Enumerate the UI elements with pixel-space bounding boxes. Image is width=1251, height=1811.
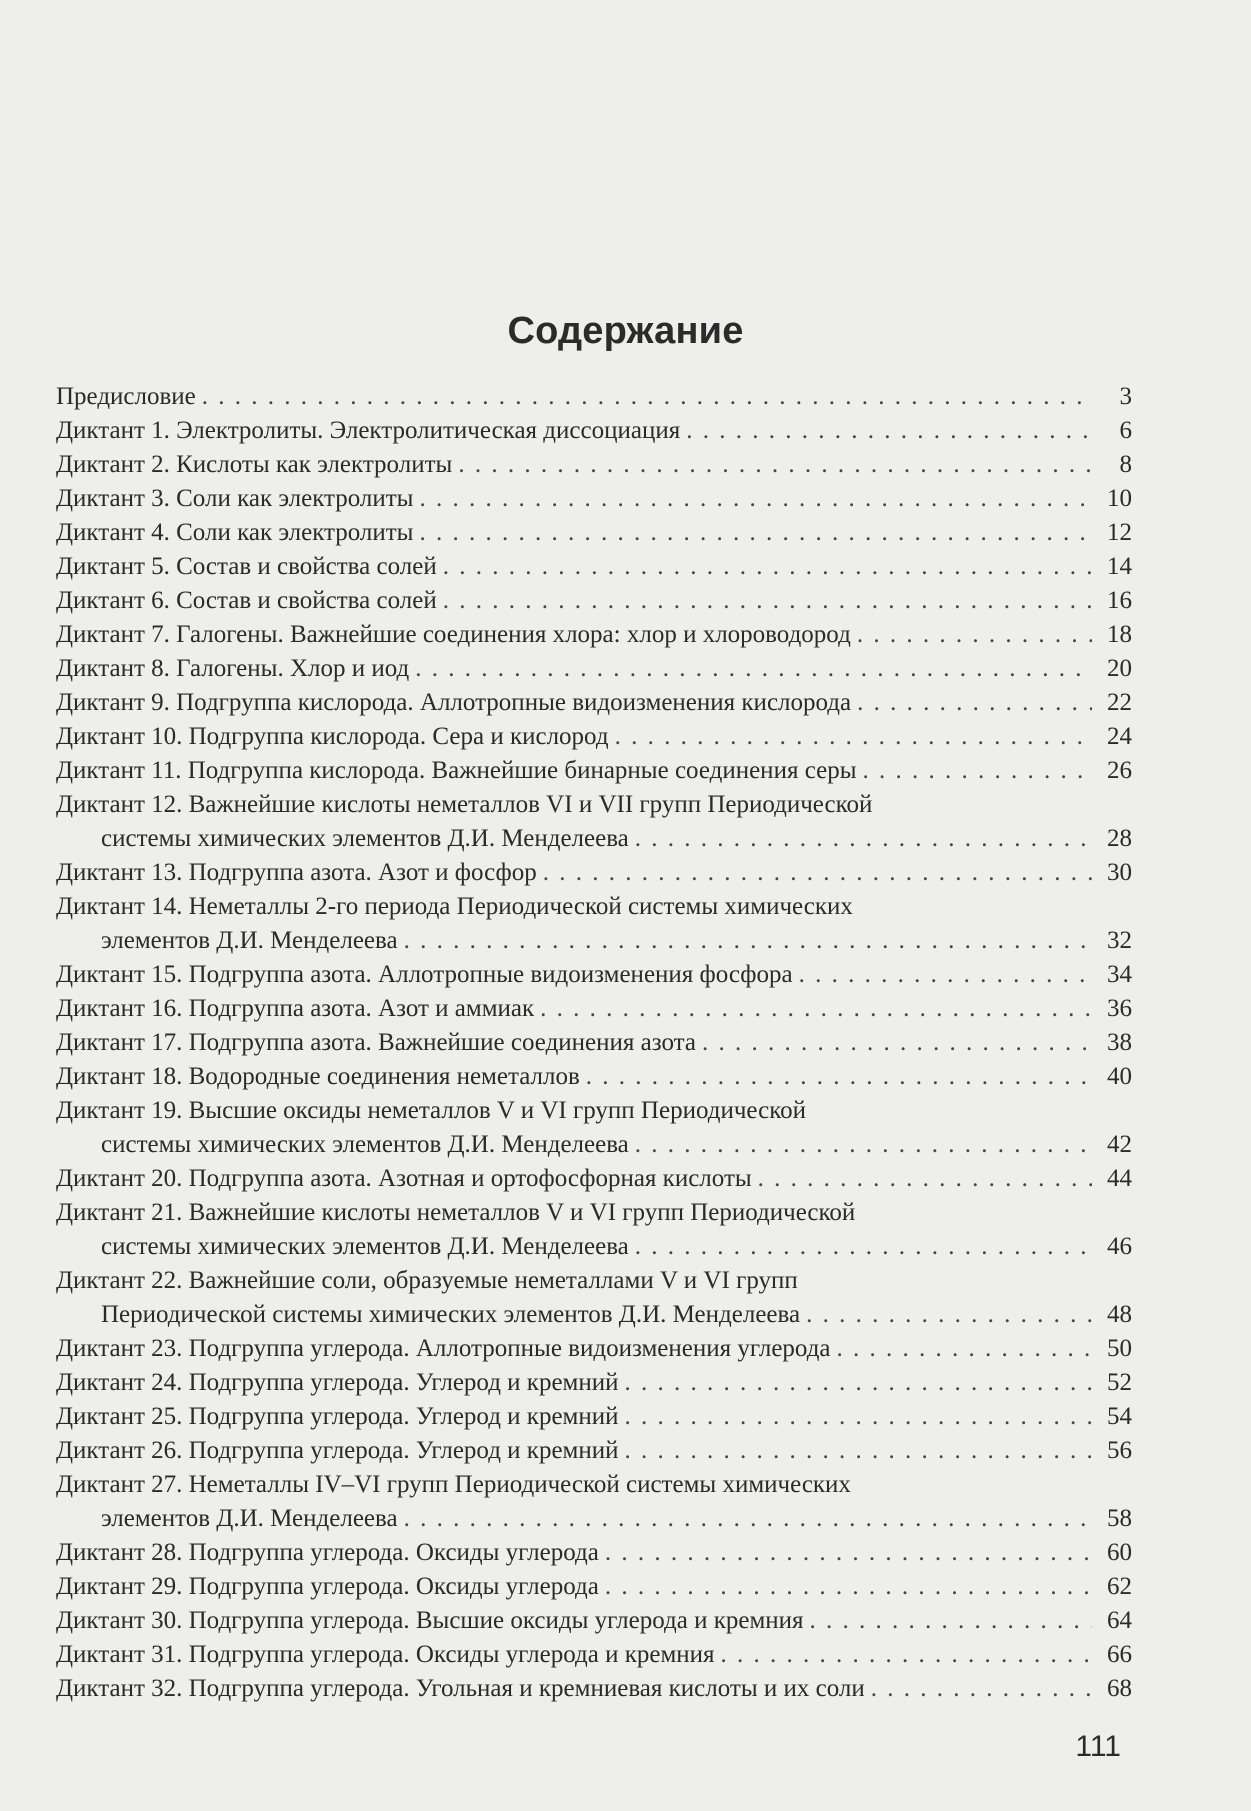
toc-entry-line: [56, 1196, 1132, 1230]
toc-entry: [56, 482, 1132, 516]
toc-entry-line: [56, 584, 1132, 618]
toc-entry: [56, 958, 1132, 992]
dot-leader: [415, 652, 1092, 686]
dot-leader: [702, 1026, 1092, 1060]
toc-entry-page: 28: [1107, 825, 1132, 852]
toc-entry-page: 66: [1107, 1641, 1132, 1668]
toc-entry-page: 14: [1107, 553, 1132, 580]
toc-entry-title: Диктант 12. Важнейшие кислоты неметаллов VI и VII групп Периодической: [56, 791, 873, 818]
toc-entry-title: Диктант 27. Неметаллы IV–VI групп Периодической системы химических: [56, 1471, 851, 1498]
dot-leader: [635, 822, 1092, 856]
dot-leader: [686, 414, 1092, 448]
toc-entry-page: 42: [1107, 1131, 1132, 1158]
dot-leader: [857, 618, 1092, 652]
dot-leader: [543, 856, 1092, 890]
toc-entry-title: Диктант 10. Подгруппа кислорода. Сера и кислород: [56, 723, 609, 750]
toc-entry-title: Диктант 25. Подгруппа углерода. Углерод и кремний: [56, 1403, 619, 1430]
toc-entry-line: [56, 890, 1132, 924]
toc-entry-page: 38: [1107, 1029, 1132, 1056]
dot-leader: [586, 1060, 1092, 1094]
toc-entry: [56, 1638, 1132, 1672]
toc-entry-title: Диктант 19. Высшие оксиды неметаллов V и VI групп Периодической: [56, 1097, 806, 1124]
toc-entry-line: [56, 652, 1132, 686]
toc-entry: [56, 584, 1132, 618]
toc-entry: [56, 992, 1132, 1026]
toc-entry: [56, 448, 1132, 482]
toc-entry-title: элементов Д.И. Менделеева: [101, 927, 398, 954]
toc-entry-page: 48: [1107, 1301, 1132, 1328]
toc-entry: [56, 1366, 1132, 1400]
toc-entry: [56, 1604, 1132, 1638]
toc-entry: [56, 516, 1132, 550]
toc-entry-line: [56, 414, 1132, 448]
dot-leader: [419, 482, 1092, 516]
toc-entry: [56, 1536, 1132, 1570]
toc-entry-page: 10: [1107, 485, 1132, 512]
toc-entry-title: системы химических элементов Д.И. Менделеева: [101, 825, 629, 852]
toc-entry-line: [56, 1026, 1132, 1060]
toc-entry-line: [56, 1128, 1132, 1162]
toc-entry-line: [56, 1536, 1132, 1570]
toc-entry-title: Диктант 20. Подгруппа азота. Азотная и ортофосфорная кислоты: [56, 1165, 752, 1192]
toc-entry-title: Диктант 15. Подгруппа азота. Аллотропные видоизменения фосфора: [56, 961, 793, 988]
toc-entry-page: 56: [1107, 1437, 1132, 1464]
dot-leader: [857, 686, 1092, 720]
dot-leader: [443, 550, 1092, 584]
toc-entry-line: [56, 1400, 1132, 1434]
toc-entry-line: [56, 1570, 1132, 1604]
toc-entry: [56, 1162, 1132, 1196]
page-number: 111: [1075, 1730, 1121, 1763]
toc-entry: [56, 1332, 1132, 1366]
dot-leader: [758, 1162, 1092, 1196]
toc-entry-line: [56, 516, 1132, 550]
toc-entry-title: Диктант 22. Важнейшие соли, образуемые неметаллами V и VI групп: [56, 1267, 798, 1294]
table-of-contents: [56, 380, 1132, 1706]
toc-entry-title: Диктант 13. Подгруппа азота. Азот и фосфор: [56, 859, 537, 886]
toc-entry-page: 12: [1107, 519, 1132, 546]
dot-leader: [837, 1332, 1092, 1366]
dot-leader: [863, 754, 1093, 788]
toc-entry: [56, 1094, 1132, 1162]
toc-entry-page: 3: [1119, 383, 1132, 410]
toc-entry: [56, 1196, 1132, 1264]
toc-entry-page: 20: [1107, 655, 1132, 682]
toc-entry-title: Диктант 7. Галогены. Важнейшие соединения хлора: хлор и хлороводород: [56, 621, 851, 648]
toc-entry-page: 44: [1107, 1165, 1132, 1192]
toc-entry-line: [56, 822, 1132, 856]
toc-entry-page: 58: [1107, 1505, 1132, 1532]
toc-entry-page: 22: [1107, 689, 1132, 716]
toc-entry-page: 8: [1119, 451, 1132, 478]
toc-entry: [56, 856, 1132, 890]
toc-entry-line: [56, 1502, 1132, 1536]
dot-leader: [443, 584, 1092, 618]
dot-leader: [419, 516, 1092, 550]
toc-entry-page: 18: [1107, 621, 1132, 648]
toc-entry-line: [56, 618, 1132, 652]
toc-entry-line: [56, 754, 1132, 788]
toc-entry-page: 16: [1107, 587, 1132, 614]
dot-leader: [404, 1502, 1092, 1536]
toc-entry-line: [56, 1332, 1132, 1366]
toc-entry: [56, 1434, 1132, 1468]
toc-entry: [56, 1400, 1132, 1434]
toc-entry-title: Диктант 3. Соли как электролиты: [56, 485, 414, 512]
toc-entry-page: 34: [1107, 961, 1132, 988]
toc-entry-line: [56, 1434, 1132, 1468]
toc-entry-title: Диктант 17. Подгруппа азота. Важнейшие соединения азота: [56, 1029, 696, 1056]
toc-entry-title: Диктант 31. Подгруппа углерода. Оксиды углерода и кремния: [56, 1641, 715, 1668]
dot-leader: [635, 1230, 1092, 1264]
toc-entry-line: [56, 380, 1132, 414]
dot-leader: [605, 1536, 1092, 1570]
toc-entry-title: Диктант 21. Важнейшие кислоты неметаллов V и VI групп Периодической: [56, 1199, 856, 1226]
dot-leader: [625, 1366, 1093, 1400]
toc-entry-line: [56, 1672, 1132, 1706]
toc-entry-line: [56, 1264, 1132, 1298]
toc-entry-title: Диктант 11. Подгруппа кислорода. Важнейшие бинарные соединения серы: [56, 757, 857, 784]
toc-entry: [56, 788, 1132, 856]
dot-leader: [721, 1638, 1092, 1672]
dot-leader: [202, 380, 1092, 414]
toc-entry: [56, 1570, 1132, 1604]
toc-entry-page: 54: [1107, 1403, 1132, 1430]
toc-entry: [56, 550, 1132, 584]
toc-entry-title: Диктант 8. Галогены. Хлор и иод: [56, 655, 410, 682]
toc-entry-page: 30: [1107, 859, 1132, 886]
toc-entry-title: Периодической системы химических элементов Д.И. Менделеева: [101, 1301, 801, 1328]
toc-entry-title: Диктант 30. Подгруппа углерода. Высшие оксиды углерода и кремния: [56, 1607, 804, 1634]
toc-entry-page: 68: [1107, 1675, 1132, 1702]
toc-entry-title: Диктант 9. Подгруппа кислорода. Аллотропные видоизменения кислорода: [56, 689, 852, 716]
toc-entry-page: 52: [1107, 1369, 1132, 1396]
toc-entry-line: [56, 958, 1132, 992]
toc-entry-page: 32: [1107, 927, 1132, 954]
toc-entry-line: [56, 720, 1132, 754]
dot-leader: [625, 1434, 1093, 1468]
toc-entry: [56, 652, 1132, 686]
toc-entry: [56, 380, 1132, 414]
toc-entry: [56, 1060, 1132, 1094]
toc-entry-line: [56, 1060, 1132, 1094]
toc-entry-title: элементов Д.И. Менделеева: [101, 1505, 398, 1532]
toc-entry-line: [56, 1366, 1132, 1400]
toc-entry: [56, 618, 1132, 652]
toc-entry-title: Диктант 6. Состав и свойства солей: [56, 587, 437, 614]
dot-leader: [625, 1400, 1093, 1434]
page-title: Содержание: [507, 310, 744, 352]
toc-entry-page: 64: [1107, 1607, 1132, 1634]
toc-entry-title: Диктант 23. Подгруппа углерода. Аллотропные видоизменения углерода: [56, 1335, 831, 1362]
toc-entry-title: системы химических элементов Д.И. Менделеева: [101, 1233, 629, 1260]
toc-entry: [56, 720, 1132, 754]
toc-entry: [56, 1468, 1132, 1536]
toc-entry-line: [56, 924, 1132, 958]
toc-entry: [56, 1264, 1132, 1332]
toc-entry: [56, 754, 1132, 788]
toc-entry-page: 36: [1107, 995, 1132, 1022]
toc-entry-line: [56, 686, 1132, 720]
toc-entry-title: Диктант 4. Соли как электролиты: [56, 519, 414, 546]
toc-entry: [56, 414, 1132, 448]
dot-leader: [404, 924, 1092, 958]
dot-leader: [540, 992, 1092, 1026]
toc-entry-line: [56, 788, 1132, 822]
toc-entry-title: Диктант 29. Подгруппа углерода. Оксиды углерода: [56, 1573, 599, 1600]
toc-entry-line: [56, 1638, 1132, 1672]
dot-leader: [871, 1672, 1092, 1706]
dot-leader: [806, 1298, 1092, 1332]
toc-entry-title: Диктант 32. Подгруппа углерода. Угольная и кремниевая кислоты и их соли: [56, 1675, 865, 1702]
dot-leader: [635, 1128, 1092, 1162]
dot-leader: [799, 958, 1092, 992]
toc-entry-page: 46: [1107, 1233, 1132, 1260]
toc-entry-title: Диктант 1. Электролиты. Электролитическая диссоциация: [56, 417, 681, 444]
toc-entry-title: Предисловие: [56, 383, 196, 410]
toc-entry-title: системы химических элементов Д.И. Менделеева: [101, 1131, 629, 1158]
dot-leader: [810, 1604, 1092, 1638]
dot-leader: [605, 1570, 1092, 1604]
toc-entry-title: Диктант 14. Неметаллы 2-го периода Периодической системы химических: [56, 893, 853, 920]
toc-entry-line: [56, 1230, 1132, 1264]
toc-entry-page: 60: [1107, 1539, 1132, 1566]
toc-entry: [56, 1026, 1132, 1060]
toc-entry-line: [56, 992, 1132, 1026]
dot-leader: [458, 448, 1092, 482]
toc-entry-title: Диктант 26. Подгруппа углерода. Углерод и кремний: [56, 1437, 619, 1464]
toc-entry-line: [56, 550, 1132, 584]
toc-entry-line: [56, 482, 1132, 516]
toc-entry-line: [56, 448, 1132, 482]
toc-entry-line: [56, 856, 1132, 890]
toc-entry-title: Диктант 18. Водородные соединения неметаллов: [56, 1063, 580, 1090]
dot-leader: [615, 720, 1092, 754]
toc-entry: [56, 890, 1132, 958]
toc-entry-page: 26: [1107, 757, 1132, 784]
toc-entry-line: [56, 1162, 1132, 1196]
toc-entry-line: [56, 1298, 1132, 1332]
toc-entry-page: 6: [1119, 417, 1132, 444]
toc-entry-title: Диктант 5. Состав и свойства солей: [56, 553, 437, 580]
toc-entry: [56, 686, 1132, 720]
toc-entry-line: [56, 1604, 1132, 1638]
toc-entry: [56, 1672, 1132, 1706]
toc-entry-line: [56, 1094, 1132, 1128]
toc-entry-line: [56, 1468, 1132, 1502]
toc-entry-page: 40: [1107, 1063, 1132, 1090]
toc-entry-title: Диктант 24. Подгруппа углерода. Углерод и кремний: [56, 1369, 619, 1396]
toc-entry-title: Диктант 2. Кислоты как электролиты: [56, 451, 453, 478]
toc-entry-page: 62: [1107, 1573, 1132, 1600]
toc-entry-page: 50: [1107, 1335, 1132, 1362]
toc-entry-title: Диктант 28. Подгруппа углерода. Оксиды углерода: [56, 1539, 599, 1566]
toc-entry-title: Диктант 16. Подгруппа азота. Азот и аммиак: [56, 995, 535, 1022]
toc-entry-page: 24: [1107, 723, 1132, 750]
